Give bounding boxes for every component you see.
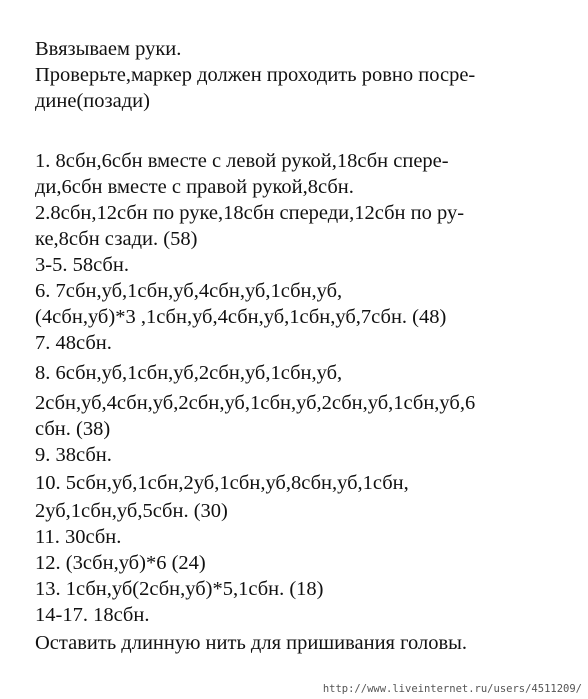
text-line-row-8-cont: 2сбн,уб,4сбн,уб,2сбн,уб,1сбн,уб,2сбн,уб,1сбн,уб,6 xyxy=(35,392,476,414)
text-line-title: Ввязываем руки. xyxy=(35,38,182,60)
text-line-row-8-end: сбн. (38) xyxy=(35,418,111,440)
text-line-row-12: 12. (3сбн,уб)*6 (24) xyxy=(35,552,206,574)
text-line-rows-3-5: 3-5. 58сбн. xyxy=(35,254,129,276)
text-line-row-2-cont: ке,8сбн сзади. (58) xyxy=(35,228,198,250)
text-line-row-9: 9. 38сбн. xyxy=(35,444,112,466)
text-line-row-1: 1. 8сбн,6сбн вместе с левой рукой,18сбн спере- xyxy=(35,150,449,172)
text-line-note-cont: дине(позади) xyxy=(35,90,150,112)
text-line-row-10: 10. 5сбн,уб,1сбн,2уб,1сбн,уб,8сбн,уб,1сбн, xyxy=(35,472,409,494)
watermark-url: http://www.liveinternet.ru/users/4511209/ xyxy=(322,683,582,695)
text-line-row-2: 2.8сбн,12сбн по руке,18сбн спереди,12сбн по ру- xyxy=(35,202,465,224)
text-line-row-11: 11. 30сбн. xyxy=(35,526,122,548)
text-line-row-6: 6. 7сбн,уб,1сбн,уб,4сбн,уб,1сбн,уб, xyxy=(35,280,343,302)
text-line-row-8: 8. 6сбн,уб,1сбн,уб,2сбн,уб,1сбн,уб, xyxy=(35,362,343,384)
text-line-row-10-cont: 2уб,1сбн,уб,5сбн. (30) xyxy=(35,500,228,522)
text-line-row-6-cont: (4сбн,уб)*3 ,1сбн,уб,4сбн,уб,1сбн,уб,7сбн. (48) xyxy=(35,306,447,328)
text-line-row-1-cont: ди,6сбн вместе с правой рукой,8сбн. xyxy=(35,176,354,198)
text-line-row-13: 13. 1сбн,уб(2сбн,уб)*5,1сбн. (18) xyxy=(35,578,324,600)
text-line-row-7: 7. 48сбн. xyxy=(35,332,112,354)
text-line-final-note: Оставить длинную нить для пришивания головы. xyxy=(35,632,468,654)
text-line-note: Проверьте,маркер должен проходить ровно посре- xyxy=(35,64,476,86)
text-line-rows-14-17: 14-17. 18сбн. xyxy=(35,604,150,626)
